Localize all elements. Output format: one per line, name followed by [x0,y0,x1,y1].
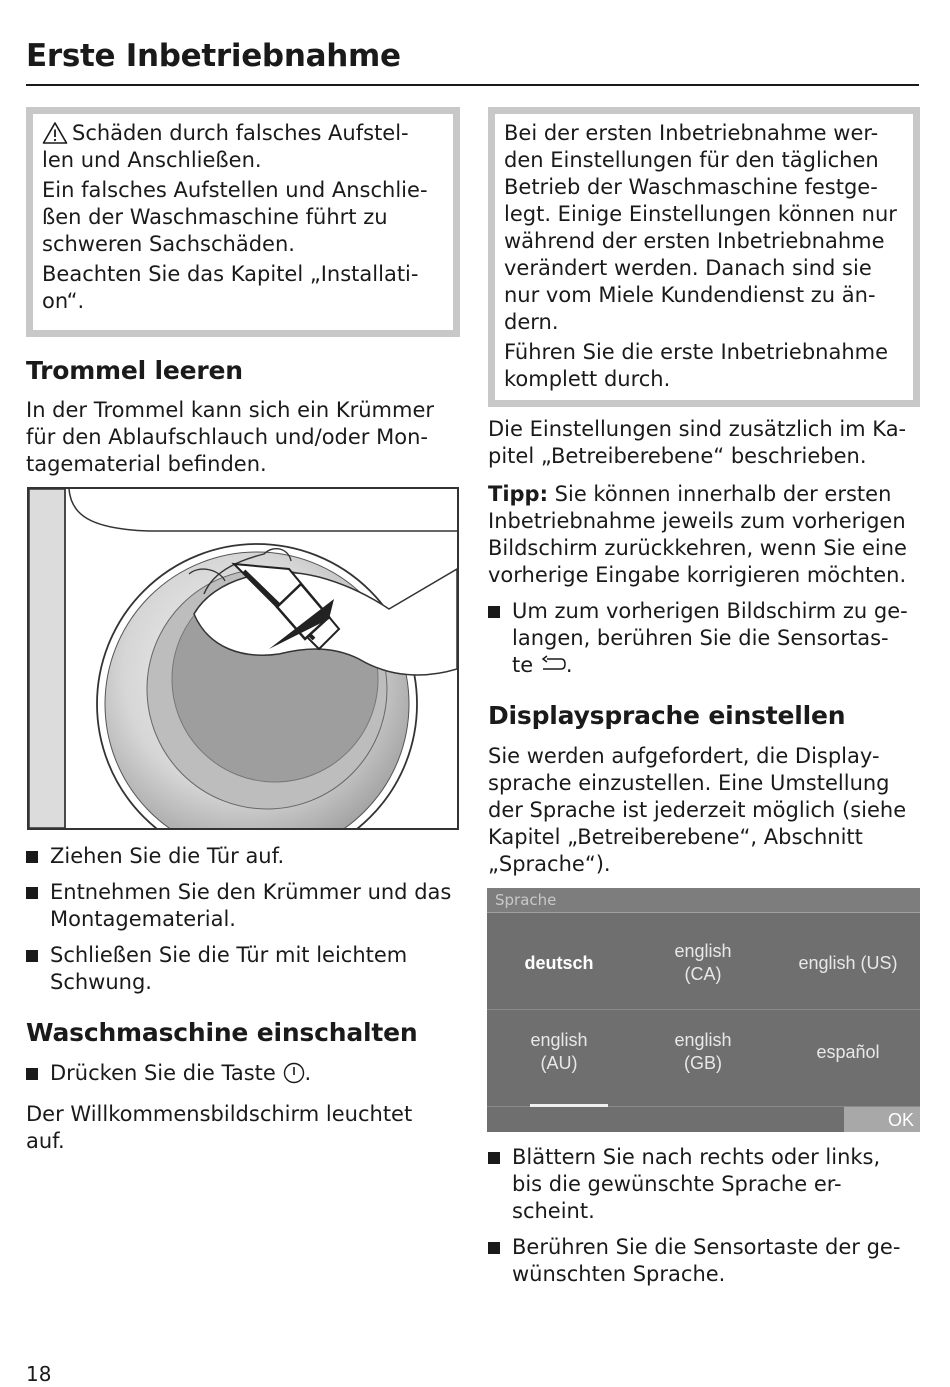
bullet-square-icon [26,1068,38,1080]
section-heading-power: Waschmaschine einschalten [26,1018,418,1047]
info-paragraph-2: Führen Sie die erste Inbetriebnahme komplett durch. [504,340,889,391]
tip-text: Tipp: Sie können innerhalb der ersten Inbetriebnahme jeweils zum vorherigen Bildschirm zurückkehren, wenn Sie eine vorherige Eingabe korrigieren möchten. [488,482,907,587]
language-option-english-ca[interactable]: english (CA) [674,941,732,984]
settings-note: Die Einstellungen sind zusätzlich im Ka- pitel „Betreiberebene“ beschrieben. [488,417,907,468]
warning-reference: Beachten Sie das Kapitel „Installati- on“. [42,262,419,313]
list-item: Schließen Sie die Tür mit leichtem Schwung. [26,942,460,996]
info-box [488,107,920,407]
list-item: Berühren Sie die Sensortaste der ge- wünschten Sprache. [488,1234,920,1288]
info-paragraph-1: Bei der ersten Inbetriebnahme wer- den Einstellungen für den täglichen Betrieb der Waschmaschine festge- legt. Einige Einstellungen können nur während der ersten Inbetriebnahme verändert werden. Danach sind sie nur vom Miele Kundendienst zu än- dern. [504,121,897,334]
drum-intro: In der Trommel kann sich ein Krümmer für den Ablaufschlauch und/oder Mon- tagematerial befinden. [26,398,435,476]
ok-button[interactable]: OK [844,1107,920,1132]
warning-box [26,107,460,337]
back-steps-list [488,598,920,688]
warning-text: Ein falsches Aufstellen und Anschlie- ßen der Waschmaschine führt zu schweren Sachschäden. [42,178,428,256]
washing-machine-drum-image [29,489,457,828]
language-option-espanol[interactable]: español [816,1042,880,1062]
back-arrow-icon [540,655,566,675]
language-selection-screen [487,888,920,1132]
list-item: Um zum vorherigen Bildschirm zu ge- langen, berühren Sie die Sensortas- te . [488,598,920,679]
language-option-english-au[interactable]: english (AU) [530,1030,588,1073]
page-title: Erste Inbetriebnahme [26,38,401,74]
warning-heading: Schäden durch falsches Aufstel- len und Anschließen. [42,121,409,172]
bullet-square-icon [488,1242,500,1254]
power-steps-list [26,1060,460,1096]
bullet-square-icon [26,851,38,863]
list-item: Entnehmen Sie den Krümmer und das Montagematerial. [26,879,460,933]
list-item: Blättern Sie nach rechts oder links, bis die gewünschte Sprache er- scheint. [488,1144,920,1225]
bullet-square-icon [26,950,38,962]
bullet-square-icon [26,887,38,899]
language-option-english-gb[interactable]: english (GB) [674,1030,732,1073]
section-heading-display-language: Displaysprache einstellen [488,701,846,730]
section-heading-drum: Trommel leeren [26,356,243,385]
power-button-icon [283,1062,305,1084]
bullet-square-icon [488,1152,500,1164]
title-divider [26,84,919,86]
screen-header: Sprache [487,888,920,912]
drum-illustration [27,487,459,830]
bullet-square-icon [488,606,500,618]
display-language-intro: Sie werden aufgefordert, die Display- sprache einzustellen. Eine Umstellung der Sprache ist jederzeit möglich (siehe Kapitel „Betreiberebene“, Abschnitt „Sprache“). [488,744,907,876]
language-option-english-us[interactable]: english (US) [798,953,898,973]
page-number: 18 [26,1362,52,1386]
welcome-text: Der Willkommensbildschirm leuchtet auf. [26,1102,413,1153]
language-steps-list [488,1144,920,1297]
page-indicator [530,1104,608,1107]
drum-steps-list [26,843,460,1005]
warning-triangle-icon [42,121,68,145]
language-option-deutsch[interactable]: deutsch [524,953,594,973]
list-item: Ziehen Sie die Tür auf. [26,843,460,870]
list-item: Drücken Sie die Taste . [26,1060,460,1087]
tip-label: Tipp: [488,482,548,506]
